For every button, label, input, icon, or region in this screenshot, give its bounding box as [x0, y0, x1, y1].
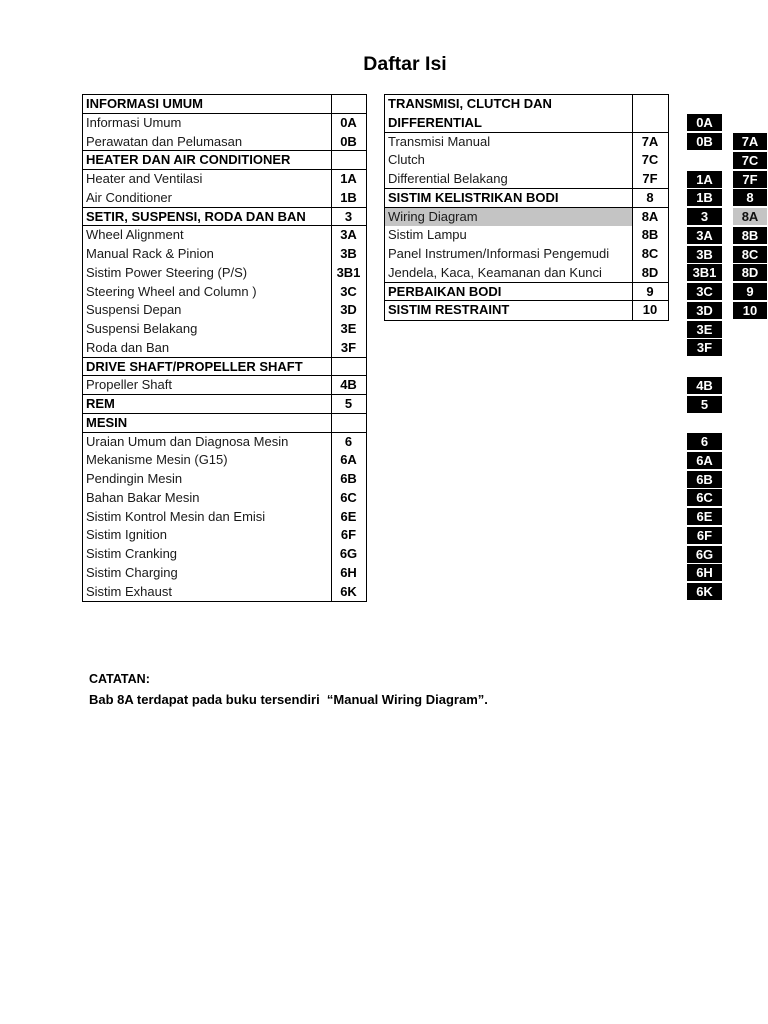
section-title: Air Conditioner [86, 189, 172, 205]
section-code: 6B [331, 470, 366, 489]
toc-row [83, 339, 366, 358]
toc-row [83, 226, 366, 245]
toc-table-left [82, 94, 367, 602]
section-code: 3B [331, 245, 366, 264]
toc-row [385, 151, 668, 170]
section-heading: HEATER DAN AIR CONDITIONER [86, 152, 291, 168]
section-title: Jendela, Kaca, Keamanan dan Kunci [388, 264, 602, 280]
section-heading: MESIN [86, 414, 128, 430]
section-title: Wiring Diagram [385, 208, 632, 227]
thumb-tab-6a: 6A [687, 452, 722, 469]
toc-row [83, 133, 366, 152]
section-heading: DRIVE SHAFT/PROPELLER SHAFT [86, 358, 303, 374]
thumb-tab-8d: 8D [733, 264, 767, 281]
section-title: Propeller Shaft [86, 377, 172, 393]
section-code: 3C [331, 283, 366, 302]
section-title: Sistim Exhaust [86, 583, 172, 599]
section-title: Mekanisme Mesin (G15) [86, 452, 228, 468]
thumb-tab-9: 9 [733, 283, 767, 300]
toc-row [385, 245, 668, 264]
section-code: 7F [632, 170, 668, 189]
section-title: Roda dan Ban [86, 339, 170, 355]
thumb-tab-10: 10 [733, 302, 767, 319]
thumb-tab-3b1: 3B1 [687, 264, 722, 281]
section-code: 5 [331, 395, 366, 414]
section-code: 3A [331, 226, 366, 245]
toc-section-row [385, 301, 668, 320]
thumb-tab-6c: 6C [687, 489, 722, 506]
toc-section-row [83, 95, 366, 114]
note-text: Bab 8A terdapat pada buku tersendiri “Manual Wiring Diagram”. [89, 692, 488, 707]
thumb-tab-3: 3 [687, 208, 722, 225]
section-title: Uraian Umum dan Diagnosa Mesin [86, 433, 289, 449]
thumb-tab-7a: 7A [733, 133, 767, 150]
section-code: 9 [632, 283, 668, 302]
section-code: 3B1 [331, 264, 366, 283]
section-code: 4B [331, 376, 366, 395]
section-code: 3D [331, 301, 366, 320]
thumb-tab-8c: 8C [733, 246, 767, 263]
thumb-tab-6k: 6K [687, 583, 722, 600]
section-code: 8C [632, 245, 668, 264]
toc-row [83, 114, 366, 133]
note-heading: CATATAN: [89, 672, 150, 686]
thumb-tab-6h: 6H [687, 564, 722, 581]
toc-section-row [83, 208, 366, 227]
section-heading: TRANSMISI, CLUTCH DAN DIFFERENTIAL [388, 96, 552, 130]
section-code [632, 95, 668, 133]
section-title: Suspensi Depan [86, 302, 182, 318]
section-heading: SISTIM KELISTRIKAN BODI [388, 189, 559, 205]
toc-section-row [385, 189, 668, 208]
section-title: Transmisi Manual [388, 133, 491, 149]
section-title: Sistim Lampu [388, 227, 467, 243]
section-title: Heater and Ventilasi [86, 171, 203, 186]
thumb-tab-5: 5 [687, 396, 722, 413]
toc-row [83, 564, 366, 583]
section-title: Sistim Ignition [86, 527, 167, 543]
toc-row [385, 133, 668, 152]
toc-row [83, 320, 366, 339]
thumb-tab-8b: 8B [733, 227, 767, 244]
toc-row [83, 433, 366, 452]
toc-row [83, 283, 366, 302]
section-code: 8A [632, 208, 668, 227]
section-heading: SETIR, SUSPENSI, RODA DAN BAN [86, 208, 306, 224]
toc-row [385, 208, 668, 227]
section-code: 0A [331, 114, 366, 133]
section-code: 0B [331, 133, 366, 152]
section-code [331, 151, 366, 170]
toc-row [83, 508, 366, 527]
section-title: Clutch [388, 152, 425, 168]
section-heading: PERBAIKAN BODI [388, 283, 502, 299]
toc-row [83, 451, 366, 470]
toc-section-row [385, 95, 668, 133]
section-code: 8D [632, 264, 668, 283]
section-code: 1A [331, 170, 366, 189]
section-title: Suspensi Belakang [86, 321, 198, 336]
thumb-tab-0b: 0B [687, 133, 722, 150]
toc-row [83, 583, 366, 602]
toc-row [83, 376, 366, 395]
section-code: 6C [331, 489, 366, 508]
section-code: 10 [632, 301, 668, 320]
toc-section-row [83, 151, 366, 170]
section-title: Pendingin Mesin [86, 471, 183, 486]
section-heading: INFORMASI UMUM [86, 96, 203, 111]
section-code: 7C [632, 151, 668, 170]
section-code [331, 95, 366, 114]
thumb-tab-3e: 3E [687, 321, 722, 338]
section-code: 3 [331, 208, 366, 227]
section-heading: SISTIM RESTRAINT [388, 302, 510, 318]
thumb-tab-3b: 3B [687, 246, 722, 263]
section-title: Informasi Umum [86, 114, 182, 130]
toc-row [385, 226, 668, 245]
thumb-tab-3a: 3A [687, 227, 722, 244]
section-code: 6A [331, 451, 366, 470]
toc-row [83, 264, 366, 283]
toc-row [83, 245, 366, 264]
thumb-tab-7f: 7F [733, 171, 767, 188]
toc-section-row [385, 283, 668, 302]
thumb-tab-3f: 3F [687, 339, 722, 356]
toc-row [385, 264, 668, 283]
section-title: Perawatan dan Pelumasan [86, 133, 243, 149]
section-code: 6H [331, 564, 366, 583]
thumb-tab-6: 6 [687, 433, 722, 450]
thumb-tab-6b: 6B [687, 471, 722, 488]
section-title: Sistim Power Steering (P/S) [86, 264, 248, 280]
section-code: 6 [331, 433, 366, 452]
thumb-tab-8a: 8A [733, 208, 767, 225]
toc-table-right [384, 94, 669, 321]
section-code: 1B [331, 189, 366, 208]
thumb-tab-6e: 6E [687, 508, 722, 525]
thumb-tab-1b: 1B [687, 189, 722, 206]
section-title: Sistim Kontrol Mesin dan Emisi [86, 508, 266, 524]
toc-row [385, 170, 668, 189]
section-title: Sistim Charging [86, 564, 178, 580]
thumb-tab-3c: 3C [687, 283, 722, 300]
thumb-tab-8: 8 [733, 189, 767, 206]
section-title: Wheel Alignment [86, 227, 184, 243]
section-title: Bahan Bakar Mesin [86, 489, 200, 505]
section-code: 8 [632, 189, 668, 208]
thumb-tab-7c: 7C [733, 152, 767, 169]
toc-section-row [83, 414, 366, 433]
thumb-tab-6g: 6G [687, 546, 722, 563]
toc-section-row [83, 358, 366, 377]
section-code: 7A [632, 133, 668, 152]
section-title: Sistim Cranking [86, 546, 178, 561]
section-code: 8B [632, 226, 668, 245]
toc-section-row [83, 395, 366, 414]
section-code [331, 414, 366, 433]
section-title: Manual Rack & Pinion [86, 246, 214, 261]
toc-row [83, 170, 366, 189]
toc-row [83, 545, 366, 564]
section-code: 6F [331, 526, 366, 545]
toc-row [83, 189, 366, 208]
section-code: 6K [331, 583, 366, 602]
section-title: Differential Belakang [388, 171, 508, 186]
section-code: 3E [331, 320, 366, 339]
section-title: Steering Wheel and Column ) [86, 283, 257, 299]
section-code: 3F [331, 339, 366, 358]
toc-row [83, 301, 366, 320]
page-title: Daftar Isi [363, 53, 447, 75]
toc-row [83, 526, 366, 545]
section-heading: REM [86, 396, 115, 411]
section-code: 6G [331, 545, 366, 564]
thumb-tab-4b: 4B [687, 377, 722, 394]
thumb-tab-6f: 6F [687, 527, 722, 544]
toc-row [83, 489, 366, 508]
thumb-tab-3d: 3D [687, 302, 722, 319]
section-code [331, 358, 366, 377]
section-title: Panel Instrumen/Informasi Pengemudi [388, 246, 610, 261]
thumb-tab-1a: 1A [687, 171, 722, 188]
toc-row [83, 470, 366, 489]
section-code: 6E [331, 508, 366, 527]
thumb-tab-0a: 0A [687, 114, 722, 131]
